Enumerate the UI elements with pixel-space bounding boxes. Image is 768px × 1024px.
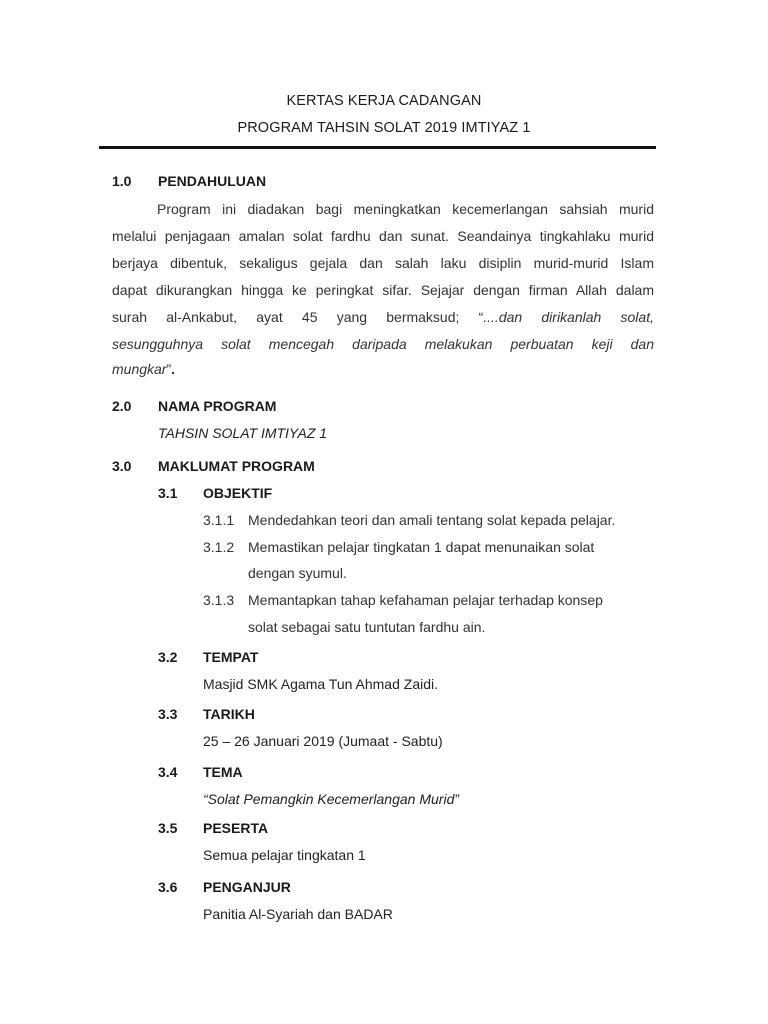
section1-line6: sesungguhnya solat mencegah daripada melakukan perbuatan keji dan	[112, 336, 654, 352]
tema-heading: TEMA	[203, 764, 243, 780]
tempat-value: Masjid SMK Agama Tun Ahmad Zaidi.	[203, 676, 438, 692]
tempat-heading: TEMPAT	[203, 649, 259, 665]
tarikh-heading: TARIKH	[203, 706, 255, 722]
section1-line2: melalui penjagaan amalan solat fardhu dan sunat. Seandainya tingkahlaku murid	[112, 228, 654, 244]
penganjur-value: Panitia Al-Syariah dan BADAR	[203, 906, 393, 922]
section1-line5-plain: surah al-Ankabut, ayat 45 yang bermaksud; “	[112, 309, 484, 325]
peserta-heading: PESERTA	[203, 820, 269, 836]
objektif-number: 3.1	[158, 485, 178, 501]
title-divider	[99, 146, 656, 149]
objektif-item3-line2: solat sebagai satu tuntutan fardhu ain.	[248, 619, 486, 635]
objektif-item1-number: 3.1.1	[203, 512, 235, 528]
section1-number: 1.0	[112, 173, 132, 189]
section1-line7-bold: .	[171, 361, 176, 377]
peserta-value: Semua pelajar tingkatan 1	[203, 847, 366, 863]
section3-heading: MAKLUMAT PROGRAM	[158, 458, 315, 474]
objektif-item1-text: Mendedahkan teori dan amali tentang solat kepada pelajar.	[248, 512, 616, 528]
tempat-number: 3.2	[158, 649, 178, 665]
doc-title-line1: KERTAS KERJA CADANGAN	[286, 93, 482, 109]
section1-line4: dapat dikurangkan hingga ke peringkat sifar. Sejajar dengan firman Allah dalam	[112, 282, 654, 298]
section1-line1: Program ini diadakan bagi meningkatkan kecemerlangan sahsiah murid	[157, 201, 654, 217]
tema-number: 3.4	[158, 764, 178, 780]
section2-heading: NAMA PROGRAM	[158, 398, 277, 414]
section1-line5-italic: ....dan dirikanlah solat,	[483, 309, 654, 325]
penganjur-number: 3.6	[158, 879, 178, 895]
section3-number: 3.0	[112, 458, 132, 474]
section1-line7	[112, 361, 175, 377]
objektif-item3-line1: Memantapkan tahap kefahaman pelajar terhadap konsep	[248, 592, 603, 608]
tarikh-value: 25 – 26 Januari 2019 (Jumaat - Sabtu)	[203, 733, 443, 749]
objektif-item2-line2: dengan syumul.	[248, 565, 347, 581]
tema-value: “Solat Pemangkin Kecemerlangan Murid”	[203, 791, 460, 807]
objektif-item3-number: 3.1.3	[203, 592, 235, 608]
penganjur-heading: PENGANJUR	[203, 879, 291, 895]
objektif-item2-line1: Memastikan pelajar tingkatan 1 dapat menunaikan solat	[248, 539, 595, 555]
section1-heading: PENDAHULUAN	[158, 173, 267, 189]
peserta-number: 3.5	[158, 820, 178, 836]
tarikh-number: 3.3	[158, 706, 178, 722]
doc-title-line2: PROGRAM TAHSIN SOLAT 2019 IMTIYAZ 1	[237, 120, 531, 136]
section1-line7-plain: ”	[166, 361, 172, 377]
section1-line3: berjaya dibentuk, sekaligus gejala dan salah laku disiplin murid-murid Islam	[112, 255, 654, 271]
section2-value: TAHSIN SOLAT IMTIYAZ 1	[158, 425, 328, 441]
objektif-heading: OBJEKTIF	[203, 485, 273, 501]
objektif-item2-number: 3.1.2	[203, 539, 235, 555]
section2-number: 2.0	[112, 398, 132, 414]
section1-line7-italic: mungkar	[112, 361, 167, 377]
section1-line5	[112, 307, 654, 327]
